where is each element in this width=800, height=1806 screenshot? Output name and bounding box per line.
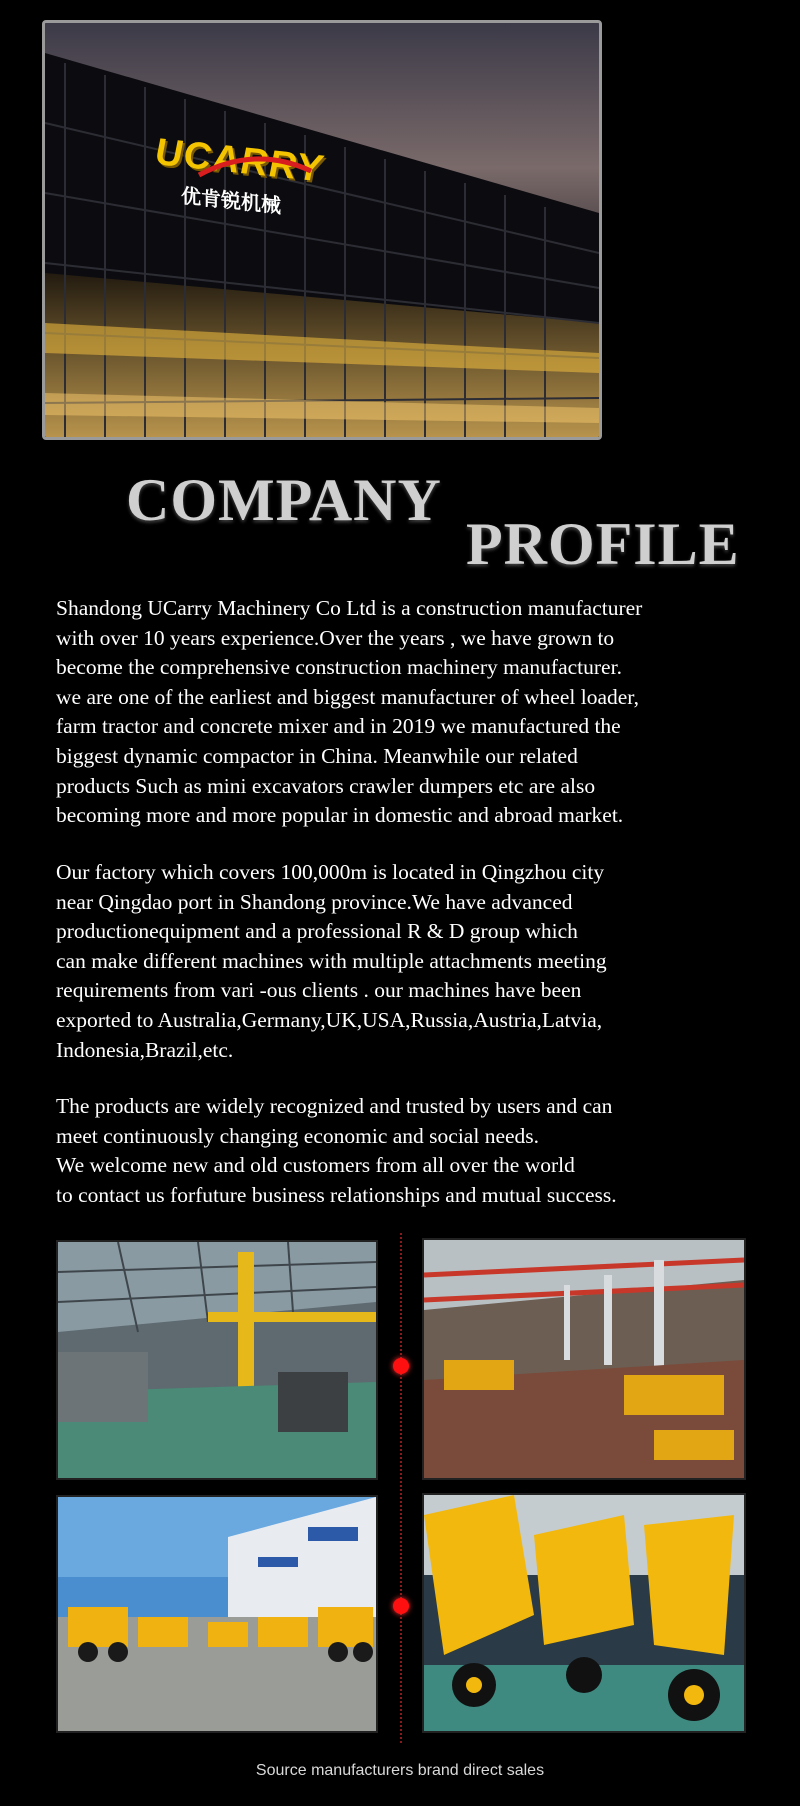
paragraph-line: we are one of the earliest and biggest manufacturer of wheel loader, <box>56 684 639 709</box>
red-dot-marker <box>393 1598 409 1614</box>
footer-tagline: Source manufacturers brand direct sales <box>255 1762 545 1779</box>
paragraph-line: near Qingdao port in Shandong province.We have advanced <box>56 889 573 914</box>
logo-swoosh-icon <box>195 151 315 181</box>
paragraph-line: become the comprehensive construction machinery manufacturer. <box>56 655 622 680</box>
paragraph-line: to contact us forfuture business relationships and mutual success. <box>56 1182 617 1207</box>
paragraph-line: biggest dynamic compactor in China. Meanwhile our related <box>56 743 578 768</box>
paragraph-line: productionequipment and a professional R & D group which <box>56 919 578 944</box>
loader-yard-photo <box>56 1495 378 1733</box>
logo-text-cn: 优肯锐机械 <box>181 183 281 218</box>
loader-showroom-photo <box>422 1493 746 1733</box>
paragraph-factory <box>56 858 756 1065</box>
paragraph-line: can make different machines with multiple attachments meeting <box>56 948 607 973</box>
paragraph-line: meet continuously changing economic and social needs. <box>56 1123 540 1148</box>
paragraph-line: The products are widely recognized and trusted by users and can <box>56 1094 613 1118</box>
paragraph-line: exported to Australia,Germany,UK,USA,Russia,Austria,Latvia, <box>56 1007 603 1032</box>
heading-company: COMPANY <box>126 467 442 533</box>
paragraph-line: We welcome new and old customers from all over the world <box>56 1153 575 1178</box>
factory-workshop-photo <box>56 1240 378 1480</box>
paragraph-intro <box>56 594 756 831</box>
paragraph-line: Shandong UCarry Machinery Co Ltd is a construction manufacturer <box>56 596 643 620</box>
paragraph-line: with over 10 years experience.Over the years , we have grown to <box>56 625 615 650</box>
paragraph-line: becoming more and more popular in domestic and abroad market. <box>56 803 624 828</box>
heading-profile: PROFILE <box>466 511 740 577</box>
ucarry-logo <box>155 131 345 218</box>
hero-building-photo <box>42 20 602 440</box>
paragraph-line: farm tractor and concrete mixer and in 2019 we manufactured the <box>56 714 621 739</box>
factory-assembly-line-photo <box>422 1238 746 1480</box>
center-divider <box>400 1233 402 1743</box>
logo-text: UCARRY <box>155 131 323 191</box>
paragraph-line: requirements from vari -ous clients . our machines have been <box>56 978 582 1003</box>
paragraph-line: Indonesia,Brazil,etc. <box>56 1037 234 1062</box>
paragraph-line: products Such as mini excavators crawler dumpers etc are also <box>56 773 596 798</box>
paragraph-line: Our factory which covers 100,000m is located in Qingzhou city <box>56 860 605 884</box>
paragraph-products <box>56 1092 756 1210</box>
red-dot-marker <box>393 1358 409 1374</box>
